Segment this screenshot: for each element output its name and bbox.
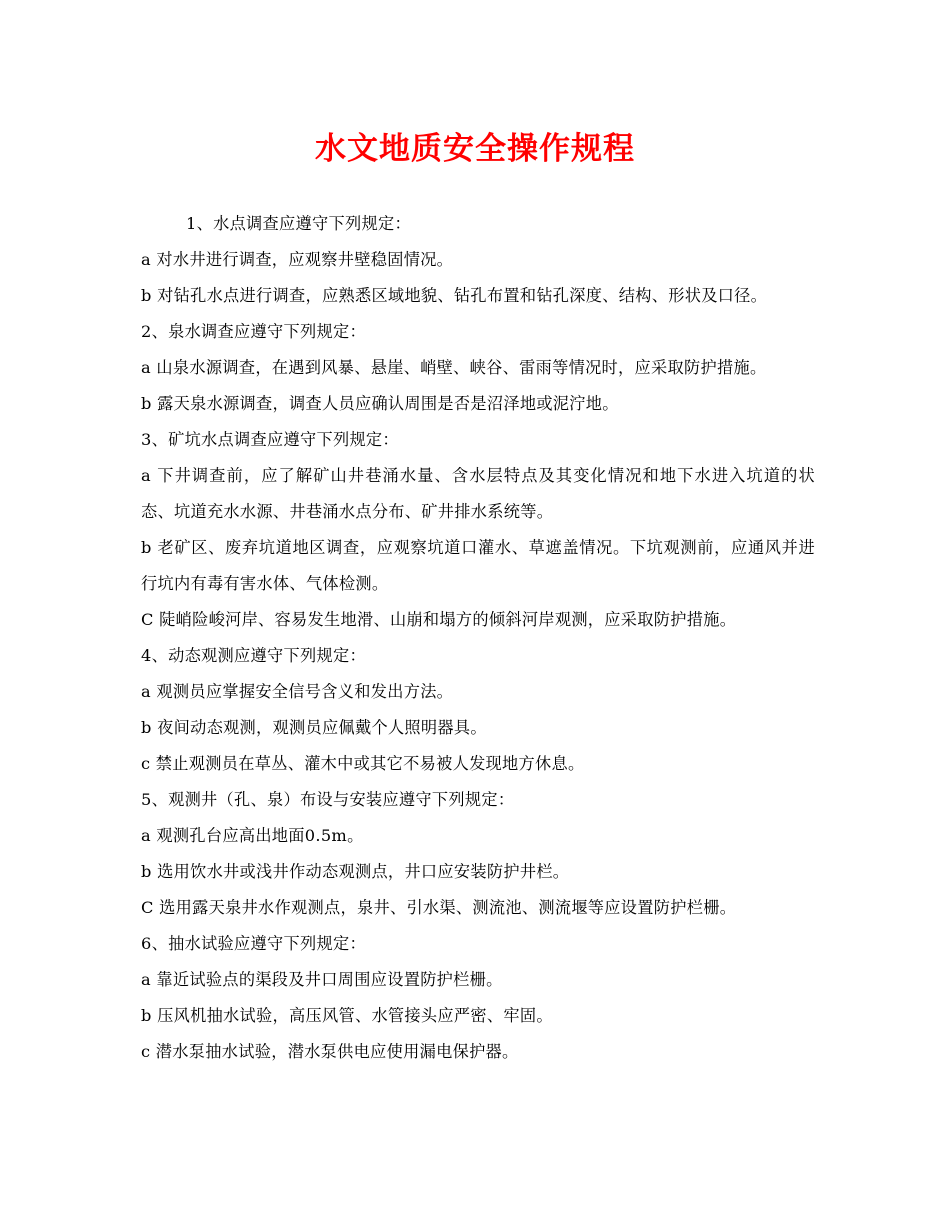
clause-5c: C 选用露天泉井水作观测点，泉井、引水渠、测流池、测流堰等应设置防护栏栅。 xyxy=(141,898,737,917)
section-heading-6: 6、抽水试验应遵守下列规定： xyxy=(141,934,366,953)
section-heading-4: 4、动态观测应遵守下列规定： xyxy=(141,646,366,665)
document-body xyxy=(141,206,815,1070)
clause-1b: b 对钻孔水点进行调查，应熟悉区域地貌、钻孔布置和钻孔深度、结构、形状及口径。 xyxy=(141,286,768,305)
clause-4b: b 夜间动态观测，观测员应佩戴个人照明器具。 xyxy=(141,718,487,737)
clause-5b: b 选用饮水井或浅井作动态观测点，井口应安装防护井栏。 xyxy=(141,862,570,881)
clause-3a: a 下井调查前，应了解矿山井巷涌水量、含水层特点及其变化情况和地下水进入坑道的状态、坑道充水水源、井巷涌水点分布、矿井排水系统等。 xyxy=(141,466,815,521)
clause-5a: a 观测孔台应高出地面0.5m。 xyxy=(141,826,364,845)
clause-1a: a 对水井进行调查，应观察井壁稳固情况。 xyxy=(141,250,454,269)
clause-6c: c 潜水泵抽水试验，潜水泵供电应使用漏电保护器。 xyxy=(141,1042,519,1061)
section-heading-3: 3、矿坑水点调查应遵守下列规定： xyxy=(141,430,399,449)
document-title: 水文地质安全操作规程 xyxy=(315,131,635,167)
clause-6a: a 靠近试验点的渠段及井口周围应设置防护栏栅。 xyxy=(141,970,503,989)
section-heading-2: 2、泉水调查应遵守下列规定： xyxy=(141,322,366,341)
clause-6b: b 压风机抽水试验，高压风管、水管接头应严密、牢固。 xyxy=(141,1006,553,1025)
clause-2a: a 山泉水源调查，在遇到风暴、悬崖、峭壁、峡谷、雷雨等情况时，应采取防护措施。 xyxy=(141,358,767,377)
clause-4a: a 观测员应掌握安全信号含义和发出方法。 xyxy=(141,682,454,701)
clause-4c: c 禁止观测员在草丛、灌木中或其它不易被人发现地方休息。 xyxy=(141,754,585,773)
clause-2b: b 露天泉水源调查，调查人员应确认周围是否是沼泽地或泥泞地。 xyxy=(141,394,619,413)
section-heading-5: 5、观测井（孔、泉）布设与安装应遵守下列规定： xyxy=(141,790,515,809)
section-heading-1: 1、水点调查应遵守下列规定： xyxy=(186,214,411,233)
clause-3c: C 陡峭险峻河岸、容易发生地滑、山崩和塌方的倾斜河岸观测，应采取防护措施。 xyxy=(141,610,737,629)
clause-3b: b 老矿区、废弃坑道地区调查，应观察坑道口灌水、草遮盖情况。下坑观测前，应通风并进行坑内有毒有害水体、气体检测。 xyxy=(141,538,815,593)
